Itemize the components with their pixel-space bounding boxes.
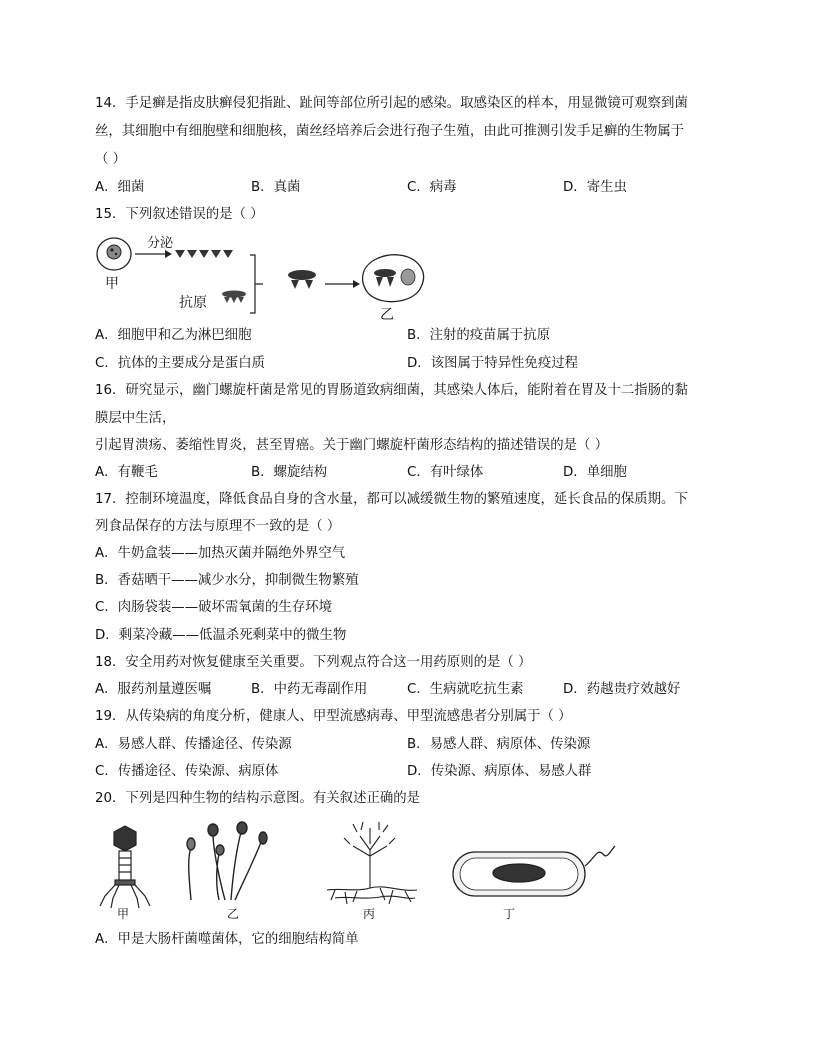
q17-line2: 列食品保存的方法与原理不一致的是（ ） [95,519,341,534]
q14-line1: 14．手足癣是指皮肤癣侵犯指趾、趾间等部位所引起的感染。取感染区的样本，用显微镜可观察到菌 [95,96,688,111]
q20-stem: 20．下列是四种生物的结构示意图。有关叙述正确的是 [95,791,421,806]
q16-line3: 引起胃溃疡、萎缩性胃炎，甚至胃癌。关于幽门螺旋杆菌形态结构的描述错误的是（ ） [95,438,609,453]
label-secrete: 分泌 [147,236,174,251]
label-ding-20: 丁 [503,907,516,921]
organism-ding-bacterium [453,846,615,896]
q19-option-d: D．传染源、病原体、易感人群 [407,764,592,779]
antibodies [175,250,233,258]
brace [250,255,263,313]
q19-stem: 19．从传染病的角度分析，健康人、甲型流感病毒、甲型流感患者分别属于（ ） [95,709,572,724]
q16-line2: 膜层中生活， [95,411,176,426]
q20-option-a: A．甲是大肠杆菌噬菌体，它的细胞结构简单 [95,932,359,947]
q14-option-d: D．寄生虫 [563,180,627,195]
q14-option-a: A．细菌 [95,180,145,195]
q15-option-b: B．注射的疫苗属于抗原 [407,328,551,343]
q16-option-c: C．有叶绿体 [407,465,484,480]
label-antigen: 抗原 [179,295,207,311]
q15-option-d: D．该图属于特异性免疫过程 [407,356,578,371]
q17-option-b: B．香菇晒干——减少水分，抑制微生物繁殖 [95,573,359,588]
q16-option-d: D．单细胞 [563,465,627,480]
q18-option-b: B．中药无毒副作用 [251,682,368,697]
antigen-antibody-complex [288,270,316,289]
q18-stem: 18．安全用药对恢复健康至关重要。下列观点符合这一用药原则的是（ ） [95,655,532,670]
q14-option-c: C．病毒 [407,180,457,195]
q14-line3: （ ） [95,152,127,167]
label-jia: 甲 [105,276,119,292]
q15-immune-figure [95,231,425,321]
q17-option-c: C．肉肠袋装——破坏需氧菌的生存环境 [95,600,332,615]
label-bing-20: 丙 [363,907,376,921]
organism-jia-phage [100,826,150,908]
q19-option-b: B．易感人群、病原体、传染源 [407,737,591,752]
q16-option-b: B．螺旋结构 [251,465,328,480]
q14-line2: 丝，其细胞中有细胞壁和细胞核，菌丝经培养后会进行孢子生殖，由此可推测引发手足癣的生物属于 [95,124,685,139]
label-jia-20: 甲 [117,907,130,921]
q16-line1: 16．研究显示，幽门螺旋杆菌是常见的胃肠道致病细菌，其感染人体后，能附着在胃及十二指肠的黏 [95,383,688,398]
q18-option-d: D．药越贵疗效越好 [563,682,681,697]
q14-option-b: B．真菌 [251,180,301,195]
q15-option-a: A．细胞甲和乙为淋巴细胞 [95,328,252,343]
q15-option-c: C．抗体的主要成分是蛋白质 [95,356,266,371]
organism-bing-fungus [327,822,417,904]
q18-option-c: C．生病就吃抗生素 [407,682,524,697]
cell-jia-nucleus [107,245,121,259]
antigens [222,291,246,304]
q17-option-a: A．牛奶盒装——加热灭菌并隔绝外界空气 [95,546,346,561]
q18-option-a: A．服药剂量遵医嘱 [95,682,212,697]
q17-option-d: D．剩菜冷藏——低温杀死剩菜中的微生物 [95,628,347,643]
q19-option-c: C．传播途径、传染源、病原体 [95,764,279,779]
label-yi: 乙 [380,307,394,321]
q19-option-a: A．易感人群、传播途径、传染源 [95,737,292,752]
q17-line1: 17．控制环境温度，降低食品自身的含水量，都可以减缓微生物的繁殖速度，延长食品的保质期。下 [95,492,688,507]
label-yi-20: 乙 [227,907,240,921]
organism-yi-fungus [187,822,267,900]
q20-organisms-figure [95,818,620,924]
q15-stem: 15．下列叙述错误的是（ ） [95,207,264,222]
q16-option-a: A．有鞭毛 [95,465,158,480]
